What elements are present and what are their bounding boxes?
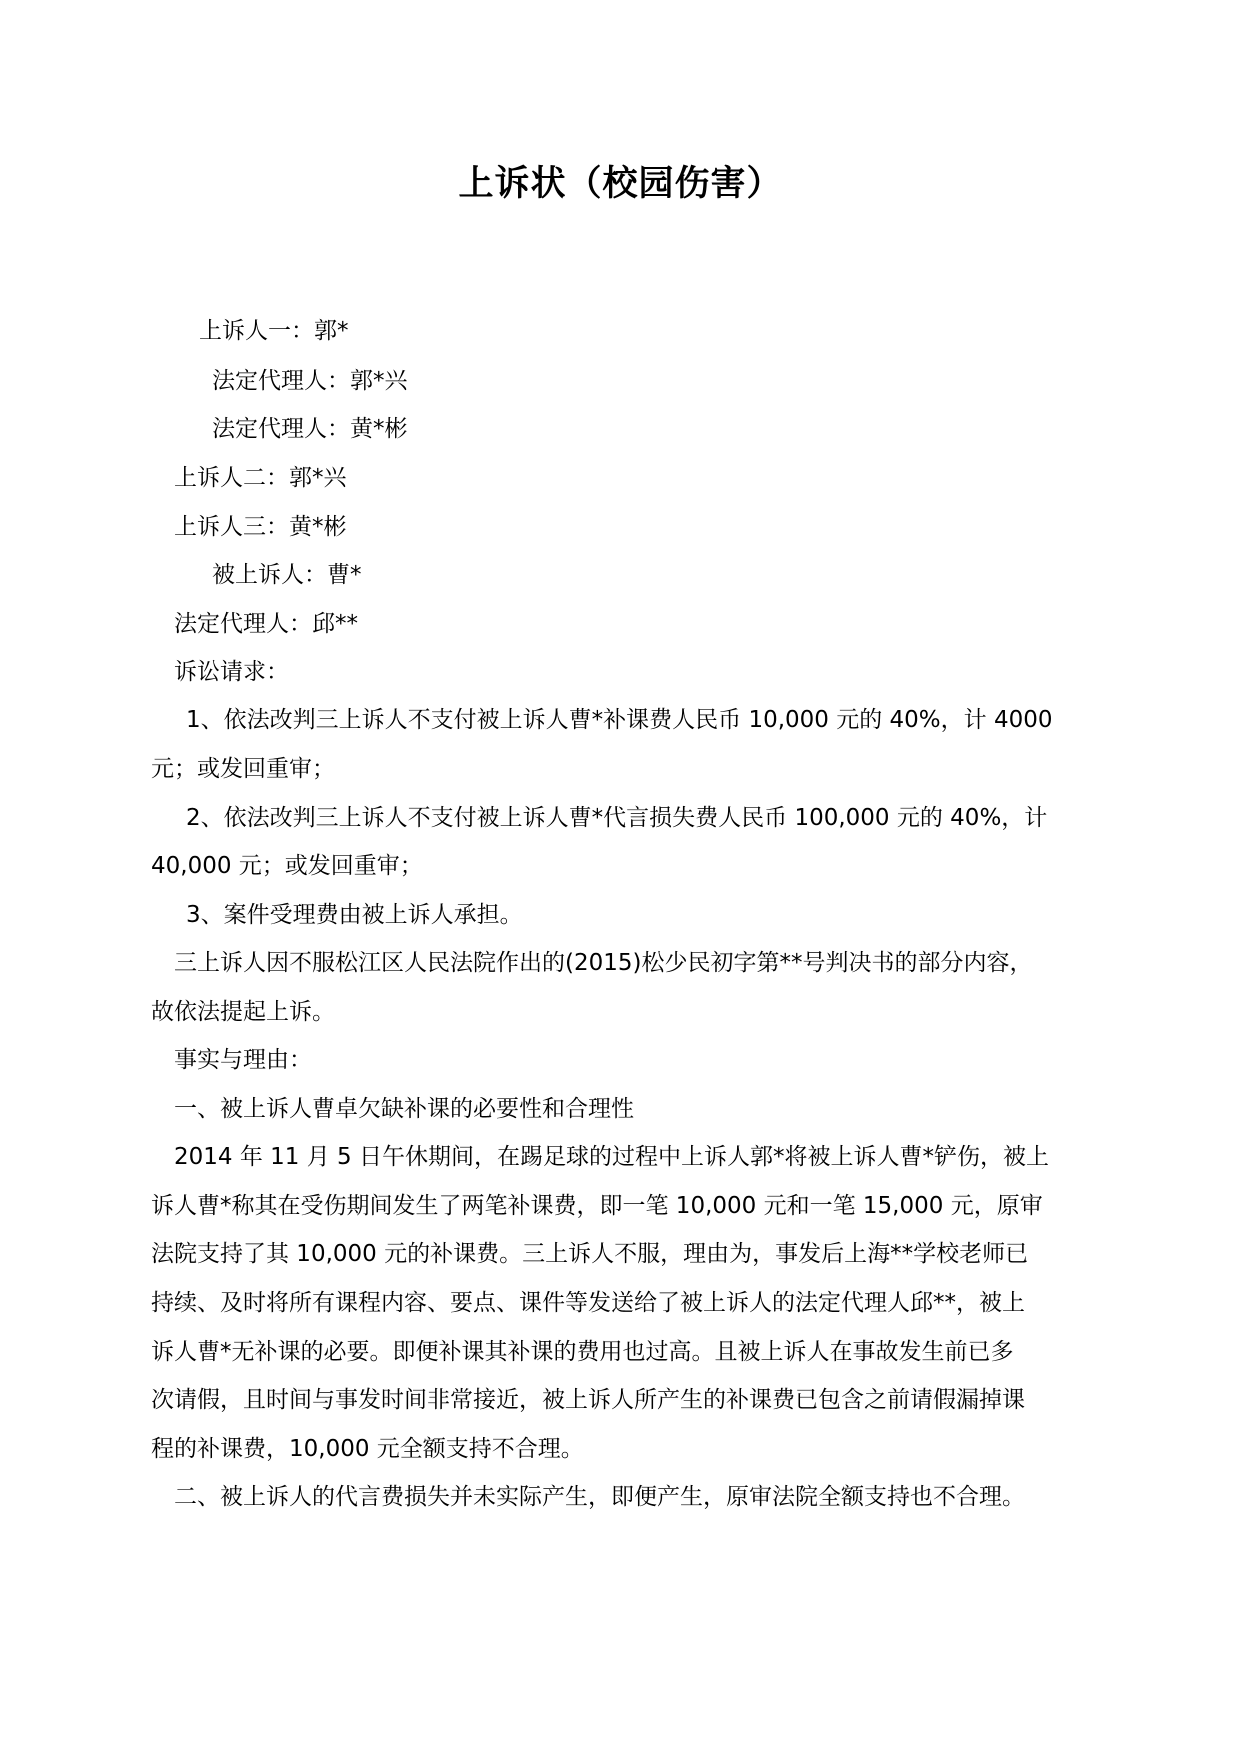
section-1-line-4: 持续、及时将所有课程内容、要点、课件等发送给了被上诉人的法定代理人邱**，被上 (151, 1290, 1025, 1316)
facts-heading: 事实与理由： (174, 1047, 312, 1073)
party-appellant-1: 上诉人一：郭* (199, 318, 349, 344)
party-legal-rep-1: 法定代理人：郭*兴 (212, 368, 408, 394)
section-1-line-3: 法院支持了其 10,000 元的补课费。三上诉人不服，理由为，事发后上海**学校老师已 (151, 1241, 1029, 1267)
section-1-line-2: 诉人曹*称其在受伤期间发生了两笔补课费，即一笔 10,000 元和一笔 15,000 元，原审 (151, 1193, 1043, 1219)
section-1-heading: 一、被上诉人曹卓欠缺补课的必要性和合理性 (174, 1096, 634, 1122)
claim-3: 3、案件受理费由被上诉人承担。 (186, 902, 523, 928)
document-title: 上诉状（校园伤害） (458, 164, 783, 204)
claim-1-line-2: 元；或发回重审； (151, 756, 335, 782)
party-appellant-2: 上诉人二：郭*兴 (174, 465, 347, 491)
section-2-heading: 二、被上诉人的代言费损失并未实际产生，即便产生，原审法院全额支持也不合理。 (174, 1484, 1025, 1510)
section-1-line-1: 2014 年 11 月 5 日午休期间，在踢足球的过程中上诉人郭*将被上诉人曹*铲伤，被上 (174, 1144, 1049, 1170)
intro-line-2: 故依法提起上诉。 (151, 999, 335, 1025)
claims-heading: 诉讼请求： (174, 659, 289, 685)
party-legal-rep-2: 法定代理人：黄*彬 (212, 416, 408, 442)
section-1-line-7: 程的补课费，10,000 元全额支持不合理。 (151, 1436, 584, 1462)
claim-2-line-2: 40,000 元；或发回重审； (151, 853, 423, 879)
claim-2-line-1: 2、依法改判三上诉人不支付被上诉人曹*代言损失费人民币 100,000 元的 40%，计 (186, 805, 1048, 831)
section-1-line-5: 诉人曹*无补课的必要。即便补课其补课的费用也过高。且被上诉人在事故发生前已多 (151, 1339, 1014, 1365)
party-appellee: 被上诉人：曹* (212, 562, 362, 588)
party-appellee-legal-rep: 法定代理人：邱** (174, 611, 358, 637)
claim-1-line-1: 1、依法改判三上诉人不支付被上诉人曹*补课费人民币 10,000 元的 40%，计 4000 (186, 707, 1053, 733)
intro-line-1: 三上诉人因不服松江区人民法院作出的(2015)松少民初字第**号判决书的部分内容， (174, 950, 1033, 976)
party-appellant-3: 上诉人三：黄*彬 (174, 514, 347, 540)
section-1-line-6: 次请假，且时间与事发时间非常接近，被上诉人所产生的补课费已包含之前请假漏掉课 (151, 1387, 1025, 1413)
